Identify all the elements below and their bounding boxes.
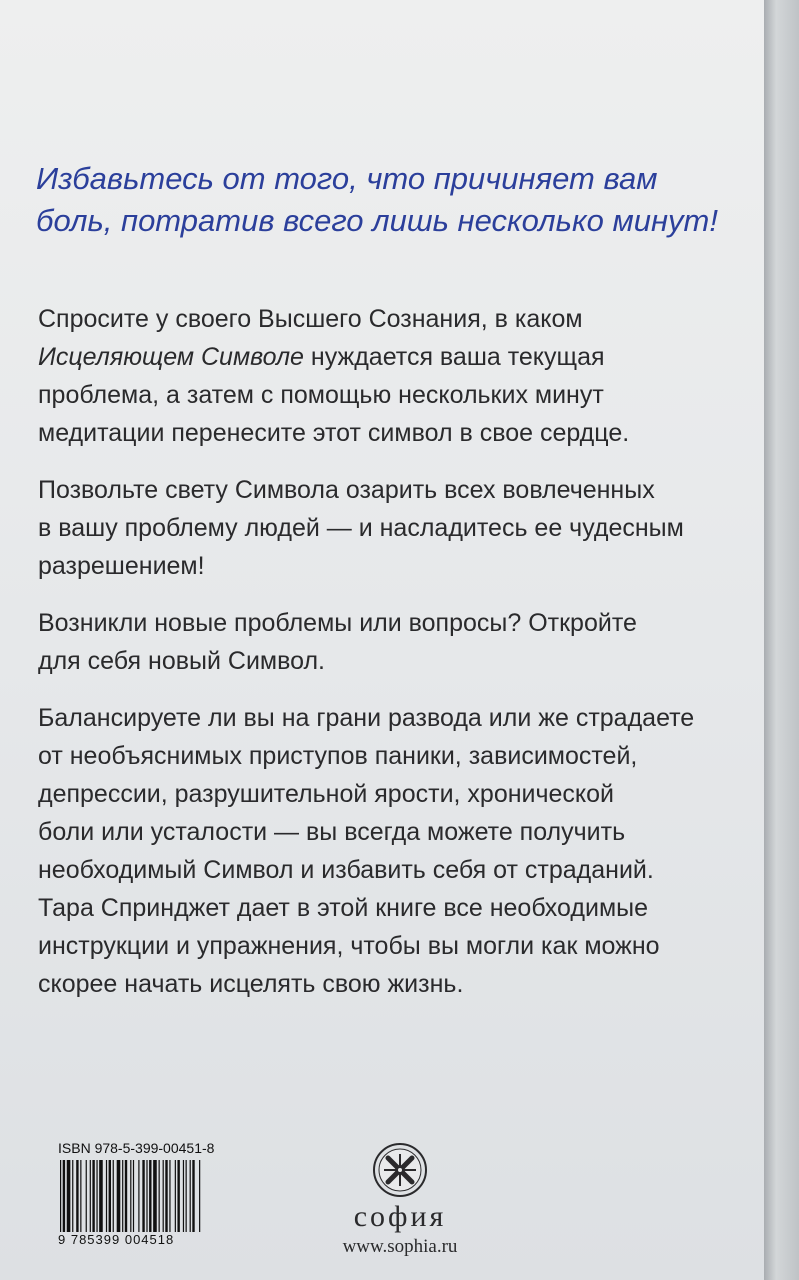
isbn-label: ISBN 978-5-399-00451-8 xyxy=(58,1140,215,1156)
text-line: Балансируете ли вы на грани развода или же страдаете xyxy=(38,704,695,732)
text-line: Позвольте свету Символа озарить всех вовлеченных xyxy=(38,476,655,504)
text-line: в вашу проблему людей — и насладитесь ее чудесным xyxy=(38,514,684,542)
tagline xyxy=(36,158,756,242)
text-line: Спросите у своего Высшего Сознания, в каком xyxy=(38,305,583,333)
italic-phrase: Исцеляющем Символе xyxy=(38,343,304,371)
tagline-line: боль, потратив всего лишь несколько минут! xyxy=(36,203,718,238)
isbn-barcode-block xyxy=(58,1140,258,1250)
text-fragment: нуждается ваша текущая xyxy=(303,343,605,371)
tagline-line: Избавьтесь от того, что причиняет вам xyxy=(36,161,658,196)
barcode-digits: 9 785399 004518 xyxy=(58,1232,175,1247)
paragraph-2 xyxy=(38,471,758,585)
barcode-icon xyxy=(58,1160,254,1232)
text-line: разрешением! xyxy=(38,552,205,580)
publisher-url: www.sophia.ru xyxy=(342,1236,458,1257)
text-line: необходимый Символ и избавить себя от страданий. xyxy=(38,856,654,884)
text-line: боли или усталости — вы всегда можете получить xyxy=(38,818,626,846)
text-line: инструкции и упражнения, чтобы вы могли как можно xyxy=(38,932,660,960)
text-line: медитации перенесите этот символ в свое сердце. xyxy=(38,419,630,447)
text-line: скорее начать исцелять свою жизнь. xyxy=(38,970,464,998)
paragraph-4 xyxy=(38,699,758,1003)
text-line: для себя новый Символ. xyxy=(38,647,325,675)
text-line: проблема, а затем с помощью нескольких минут xyxy=(38,381,604,409)
paragraph-1 xyxy=(38,300,758,452)
description xyxy=(38,300,758,1022)
publisher-name: софия xyxy=(353,1200,447,1233)
publisher-block xyxy=(300,1142,500,1258)
text-line: от необъяснимых приступов паники, зависимостей, xyxy=(38,742,638,770)
publisher-logo-icon xyxy=(372,1142,428,1198)
text-line: Тара Спринджет дает в этой книге все необходимые xyxy=(38,894,648,922)
text-line xyxy=(38,338,758,376)
text-line: депрессии, разрушительной ярости, хронической xyxy=(38,780,615,808)
book-spine-edge xyxy=(764,0,799,1280)
text-line: Возникли новые проблемы или вопросы? Откройте xyxy=(38,609,637,637)
paragraph-3 xyxy=(38,604,758,680)
